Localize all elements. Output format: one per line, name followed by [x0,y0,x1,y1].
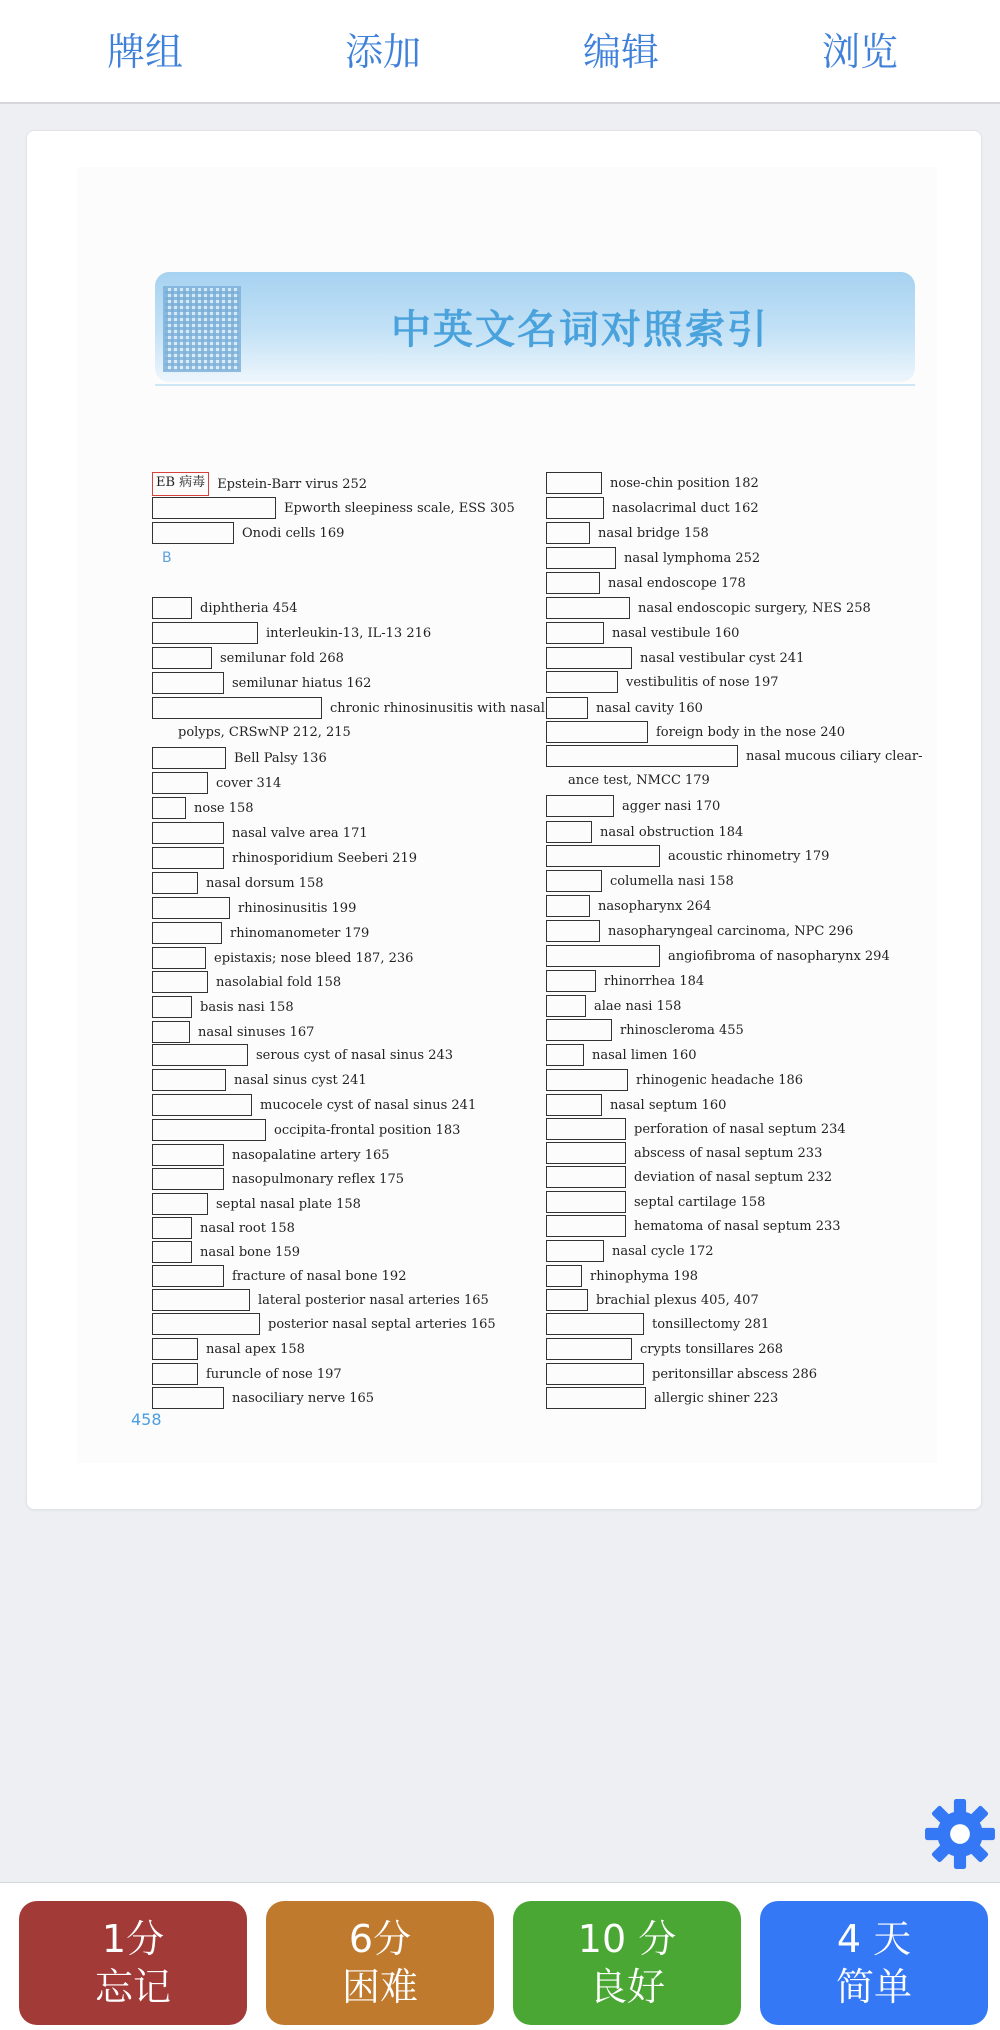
good-interval: 10 分 [577,1917,677,1961]
index-entry-text: rhinorrhea 184 [604,973,705,989]
cloze-blank-box [546,795,614,817]
index-entry [152,1192,361,1216]
index-entry-text: allergic shiner 223 [654,1390,779,1406]
index-entry-text: nasal root 158 [200,1220,295,1236]
cloze-blank-box [152,1119,266,1141]
good-label: 良好 [588,1965,665,2009]
index-entry-text: interleukin-13, IL-13 216 [266,625,432,641]
index-entry-text: nasolacrimal duct 162 [612,500,759,516]
cloze-blank-box [152,922,222,944]
index-entry [152,846,417,870]
cloze-blank-box [152,672,224,694]
cloze-blank-box [546,745,738,767]
index-entry [546,670,779,694]
cloze-blank-box [546,622,604,644]
index-entry-text: nasal cycle 172 [612,1243,714,1259]
index-entry [546,496,759,520]
cloze-blank-box [152,522,234,544]
index-entry [546,1018,744,1042]
index-entry [546,521,709,545]
cloze-blank-box [546,945,660,967]
cloze-blank-box [546,721,648,743]
index-entry [152,970,341,994]
cloze-blank-box [546,1094,602,1116]
index-entry [152,1143,390,1167]
index-entry-text: posterior nasal septal arteries 165 [268,1316,496,1332]
index-entry [152,871,324,895]
index-entry-text: peritonsillar abscess 286 [652,1366,818,1382]
cloze-blank-box [546,671,618,693]
index-entry [152,1312,496,1336]
index-entry-text: alae nasi 158 [594,998,682,1014]
index-entry [152,1264,406,1288]
cloze-blank-box [152,847,224,869]
index-entry [546,1337,783,1361]
index-entry-text: nasal endoscopic surgery, NES 258 [638,600,871,616]
index-entry [546,621,739,645]
index-entry [152,1288,489,1312]
index-entry [152,646,344,670]
index-entry-text: nasal septum 160 [610,1097,727,1113]
index-entry-text: nasal sinus cyst 241 [234,1072,367,1088]
index-entry [546,1312,769,1336]
index-entry [546,1386,778,1410]
cloze-blank-box [152,497,276,519]
index-entry [546,820,743,844]
index-entry-text: brachial plexus 405, 407 [596,1292,759,1308]
cloze-blank-box [152,1363,198,1385]
index-entry-text: furuncle of nose 197 [206,1366,342,1382]
index-entry-text: nasal apex 158 [206,1341,305,1357]
index-entry [546,696,703,720]
banner-divider [155,384,915,386]
index-entry-text: nasal bone 159 [200,1244,300,1260]
cloze-blank-box [152,1289,250,1311]
index-entry-text: epistaxis; nose bleed 187, 236 [214,950,414,966]
index-entry-text: angiofibroma of nasopharynx 294 [668,948,890,964]
index-entry-continuation: polyps, CRSwNP 212, 215 [178,725,351,740]
index-entry-text: nasopulmonary reflex 175 [232,1171,404,1187]
hard-button[interactable] [266,1901,494,2025]
index-entry [546,646,804,670]
index-entry [152,1167,404,1191]
index-entry-text: nasal vestibular cyst 241 [640,650,805,666]
index-entry-text: nasopharynx 264 [598,898,712,914]
cloze-blank-box [546,497,604,519]
index-entry [546,869,734,893]
cloze-blank-box [546,597,630,619]
answer-bar [0,1882,1000,2030]
index-entry [152,496,515,520]
index-entry-text: mucocele cyst of nasal sinus 241 [260,1097,477,1113]
cloze-blank-box [546,472,602,494]
index-entry [546,1165,832,1189]
cloze-blank-box [546,1044,584,1066]
cloze-blank-box [546,1191,626,1213]
index-entry-text: fracture of nasal bone 192 [232,1268,407,1284]
cloze-blank-box [152,1144,224,1166]
index-entry [546,744,923,768]
index-entry [152,621,431,645]
cloze-blank-box [152,897,230,919]
index-entry [546,894,711,918]
cloze-blank-box [152,1044,248,1066]
index-entry [152,1337,305,1361]
index-entry [546,1093,726,1117]
index-entry-text: acoustic rhinometry 179 [668,848,830,864]
index-entry [152,796,254,820]
cloze-blank-box [546,845,660,867]
index-entry [152,771,281,795]
index-entry [546,1068,803,1092]
index-entry-text: crypts tonsillares 268 [640,1341,784,1357]
cloze-blank-box [546,870,602,892]
again-label: 忘记 [94,1965,171,2009]
index-entry [546,794,720,818]
index-entry-text: basis nasi 158 [200,999,294,1015]
index-entry-text: abscess of nasal septum 233 [634,1145,823,1161]
index-entry [152,1216,295,1240]
index-entry-text: hematoma of nasal septum 233 [634,1218,841,1234]
cloze-blank-box [546,547,616,569]
index-entry [546,1117,846,1141]
index-entry-text: occipita-frontal position 183 [274,1122,461,1138]
cloze-blank-box [546,1313,644,1335]
index-entry [546,1043,697,1067]
index-entry-text: rhinosinusitis 199 [238,900,357,916]
index-entry [546,994,681,1018]
cloze-blank-box [152,971,208,993]
cloze-blank-box [152,622,258,644]
index-title: 中英文名词对照索引 [391,307,769,353]
index-entry-text: Epworth sleepiness scale, ESS 305 [284,500,515,516]
cloze-blank-box [546,1019,612,1041]
cloze-blank-box [152,647,212,669]
cloze-blank-box [546,1338,632,1360]
hard-label: 困难 [341,1965,418,2009]
index-entry-text: cover 314 [216,775,282,791]
index-entry-text: semilunar fold 268 [220,650,344,666]
cloze-blank-box [152,747,226,769]
index-entry [546,919,853,943]
index-entry [152,521,344,545]
index-entry-text: foreign body in the nose 240 [656,724,846,740]
index-entry-text: rhinogenic headache 186 [636,1072,804,1088]
page-number: 458 [131,1410,162,1429]
index-entry [546,1288,759,1312]
index-entry [152,1118,460,1142]
index-entry [546,471,759,495]
index-entry [152,1240,300,1264]
index-entry-text: septal cartilage 158 [634,1194,766,1210]
index-entry-text: nasal cavity 160 [596,700,703,716]
again-interval: 1分 [101,1917,165,1961]
index-entry [152,1093,476,1117]
index-entry [546,1239,714,1263]
cloze-blank-box [546,1118,626,1140]
index-entry [152,696,545,720]
index-entry-text: Bell Palsy 136 [234,750,327,766]
hard-interval: 6分 [348,1917,412,1961]
cloze-blank-box [546,647,632,669]
qr-code-icon [163,286,241,372]
cloze-blank-box [152,697,322,719]
index-entry-text: vestibulitis of nose 197 [626,674,779,690]
easy-button[interactable] [760,1901,988,2025]
index-entry-text: tonsillectomy 281 [652,1316,770,1332]
index-entry [152,921,369,945]
index-entry [152,1020,314,1044]
cloze-blank-box [546,1069,628,1091]
index-entry [152,946,413,970]
index-entry [546,944,890,968]
cloze-blank-box [152,1193,208,1215]
cloze-blank-box [152,1168,224,1190]
cloze-blank-box [152,1387,224,1409]
index-entry-text: deviation of nasal septum 232 [634,1169,833,1185]
cloze-blank-box [152,1021,190,1043]
index-entry [152,746,327,770]
index-entry [152,896,356,920]
index-entry [546,844,829,868]
index-entry-text: Onodi cells 169 [242,525,345,541]
index-entry-text: lateral posterior nasal arteries 165 [258,1292,489,1308]
index-entry-text: septal nasal plate 158 [216,1196,361,1212]
index-entry [152,1386,374,1410]
cloze-blank-box [152,822,224,844]
index-entry-text: nose 158 [194,800,254,816]
index-entry-text: nasopalatine artery 165 [232,1147,390,1163]
index-entry-text: nasal mucous ciliary clear- [746,748,923,764]
index-entry-text: rhinophyma 198 [590,1268,699,1284]
index-entry-text: chronic rhinosinusitis with nasal [330,700,545,716]
cloze-blank-box [152,1069,226,1091]
cloze-blank-box [546,522,590,544]
index-entry [546,1362,817,1386]
cloze-blank-box [152,1265,224,1287]
index-entry-text: nasal endoscope 178 [608,575,746,591]
index-entry [546,1190,765,1214]
cloze-blank-box [546,1265,582,1287]
cloze-blank-box [546,572,600,594]
index-entry-text: nasal lymphoma 252 [624,550,761,566]
index-entry-text: Epstein-Barr virus 252 [217,476,368,492]
cloze-blank-box [546,1142,626,1164]
cloze-blank-box [152,1217,192,1239]
cloze-blank-box [546,821,592,843]
cloze-blank-box [546,920,600,942]
revealed-term: EB 病毒 [152,472,209,496]
cloze-blank-box [152,947,206,969]
index-entry [546,969,704,993]
index-entry [546,1264,698,1288]
index-entry-text: columella nasi 158 [610,873,734,889]
index-entry [546,720,845,744]
index-entry [152,1362,342,1386]
index-entry-text: agger nasi 170 [622,798,721,814]
index-entry-text: nasal sinuses 167 [198,1024,315,1040]
index-entry-continuation: ance test, NMCC 179 [568,773,710,788]
index-entry-text: nasolabial fold 158 [216,974,342,990]
tab-browse[interactable]: 浏览 [821,30,898,74]
cloze-blank-box [546,995,586,1017]
cloze-blank-box [546,970,596,992]
cloze-blank-box [152,1313,260,1335]
index-entry-text: rhinoscleroma 455 [620,1022,744,1038]
index-entry-text: nasopharyngeal carcinoma, NPC 296 [608,923,854,939]
gear-icon[interactable] [922,1796,998,1872]
easy-label: 简单 [835,1965,912,2009]
cloze-blank-box [546,1215,626,1237]
cloze-blank-box [152,797,186,819]
cloze-blank-box [546,1387,646,1409]
index-entry-text: nose-chin position 182 [610,475,759,491]
index-entry-text: nasal vestibule 160 [612,625,740,641]
index-entry-text: serous cyst of nasal sinus 243 [256,1047,454,1063]
index-entry-text: nasal obstruction 184 [600,824,744,840]
good-button[interactable] [513,1901,741,2025]
tab-decks[interactable]: 牌组 [106,30,183,74]
index-entry [546,571,746,595]
again-button[interactable] [19,1901,247,2025]
index-entry-text: rhinosporidium Seeberi 219 [232,850,418,866]
cloze-blank-box [152,872,198,894]
index-entry [546,1141,822,1165]
index-entry-text: diphtheria 454 [200,600,298,616]
index-entry-text: nasal bridge 158 [598,525,709,541]
cloze-blank-box [152,996,192,1018]
index-entry [546,596,871,620]
cloze-blank-box [546,697,588,719]
index-entry-text: nasociliary nerve 165 [232,1390,375,1406]
tab-add[interactable]: 添加 [344,30,421,74]
index-entry [152,821,368,845]
index-entry-text: nasal dorsum 158 [206,875,324,891]
index-entry-text: nasal limen 160 [592,1047,697,1063]
index-entry [152,596,298,620]
index-entry [152,995,294,1019]
index-entry-text: nasal valve area 171 [232,825,368,841]
section-letter: B [162,550,172,566]
index-entry-text: semilunar hiatus 162 [232,675,372,691]
cloze-blank-box [546,895,590,917]
index-entry [546,546,760,570]
cloze-blank-box [152,597,192,619]
cloze-blank-box [546,1363,644,1385]
index-entry-text: perforation of nasal septum 234 [634,1121,846,1137]
index-entry [152,1068,367,1092]
cloze-blank-box [152,1094,252,1116]
index-entry [152,671,371,695]
index-entry [152,472,367,496]
top-tab-bar [0,0,1000,104]
cloze-blank-box [152,772,208,794]
cloze-blank-box [152,1241,192,1263]
cloze-blank-box [546,1240,604,1262]
cloze-blank-box [546,1289,588,1311]
index-entry [546,1214,841,1238]
easy-interval: 4 天 [836,1917,912,1961]
index-entry-text: rhinomanometer 179 [230,925,370,941]
cloze-blank-box [546,1166,626,1188]
tab-edit[interactable]: 编辑 [582,30,659,74]
index-entry [152,1043,453,1067]
cloze-blank-box [152,1338,198,1360]
